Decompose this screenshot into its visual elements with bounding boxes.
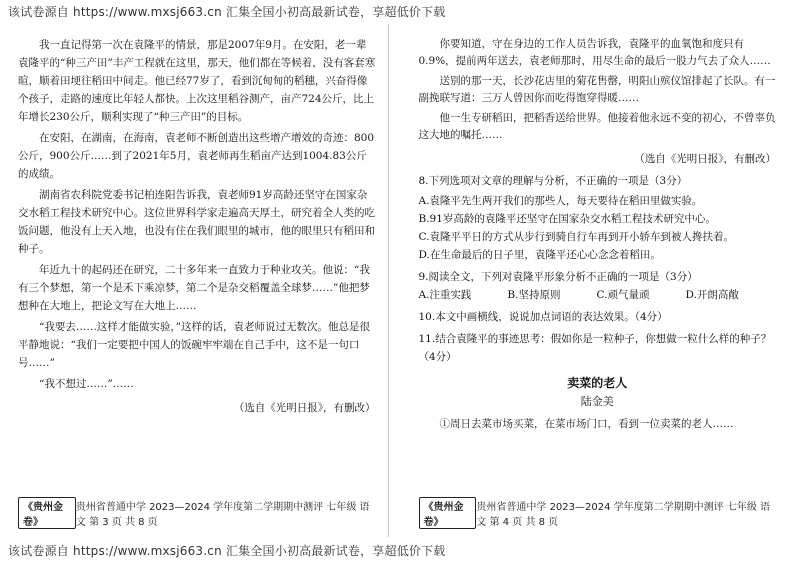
left-column — [6, 24, 389, 537]
left-para-4: 年近九十的起码还在研究，二十多年来一直致力于种业攻关。他说：“我有三个梦想，第一个是禾下乘凉梦，第二个是杂交稻覆盖全球梦……”他把梦想种在大地上，把论文写在大地上…… — [18, 264, 370, 312]
exam-sheet — [6, 24, 788, 537]
right-footer-right: 贵州省普通中学 2023—2024 学年度第二学期期中测评 七年级 语文 第 4 页 共 8 页 — [476, 502, 771, 528]
article-first-para: ①周日去菜市场买菜，在菜市场门口，看到一位卖菜的老人…… — [439, 418, 734, 430]
left-source: （选自《光明日报》，有删改） — [233, 402, 376, 414]
left-footer-left: 《贵州金卷》 — [18, 497, 76, 529]
left-footer-right: 贵州省普通中学 2023—2024 学年度第二学期期中测评 七年级 语文 第 3 页 共 8 页 — [75, 502, 370, 528]
q9-option-d: D.开朗高敞 — [685, 289, 739, 301]
watermark-bottom — [8, 541, 786, 559]
q8-option-a: A.袁隆平先生两开我们的那些人，每天要待在稻田里做实验。 — [418, 195, 703, 207]
q9-option-b: B.坚持原则 — [507, 289, 561, 301]
q9-option-a: A.注重实践 — [418, 289, 472, 301]
q8-option-d: D.在生命最后的日子里，袁隆平还心心念念着稻田。 — [418, 249, 661, 261]
q8-options — [419, 192, 777, 264]
q9-options — [419, 286, 777, 304]
watermark-top — [8, 2, 786, 20]
left-para-1: 我一直记得第一次在袁隆平的情景，那是2007年9月。在安阳，老一辈袁隆平的“种三产田”丰产工程就在这里，那天，他们都在等候着，没有客套寒暄，顺着田埂往稻田中间走。他已经77岁了，看到沉甸甸的稻穗，兴奋得像个孩子，走路的速度比年轻人都快。上次这里稻谷测产，亩产724公斤，比上年增长230公斤，顺利实现了“种三产田”的目标。 — [18, 39, 376, 123]
right-footer — [419, 497, 777, 529]
left-para-3: 湖南省农科院党委书记柏连阳告诉我，袁老师91岁高龄还坚守在国家杂交水稻工程技术研究中心。这位世界科学家走遍高天厚土，研究着全人类的吃饭问题，他没有上天入地，也没有住在我们眼里的城市，他的眼里只有稻田和种子。 — [18, 189, 375, 255]
watermark-top-text: 该试卷源自 https://www.mxsj663.cn 汇集全国小初高最新试卷，享超低价下载 — [8, 4, 446, 19]
left-para-5: “我要去……这样才能做实验，”这样的话，袁老师说过无数次。他总是很平静地说：“我们一定要把中国人的饭碗牢牢端在自己手中，这不是一句口号……” — [18, 321, 370, 369]
article-author: 陆金美 — [580, 395, 614, 408]
q8: 8.下列选项对文章的理解与分析，不正确的一项是（3分） — [418, 175, 688, 187]
right-source: （选自《光明日报》，有删改） — [634, 153, 776, 165]
right-para-1: 你要知道，守在身边的工作人员告诉我，袁隆平的血氧饱和度只有0.9%，提前两年送去，袁老师那时，用尽生命的最后一股力气去了众人…… — [418, 38, 771, 67]
q11: 11.结合袁隆平的事迹思考：假如你是一粒种子，你想做一粒什么样的种子？（4分） — [418, 333, 772, 363]
left-para-6: “我不想过……”…… — [39, 378, 134, 390]
right-para-3: 他一生专研稻田，把稻香送给世界。他接着他永远不变的初心，不曾辜负这大地的嘱托…… — [418, 112, 776, 141]
left-footer — [18, 497, 376, 529]
q9-option-c: C.顽气量顽 — [596, 289, 650, 301]
watermark-bottom-text: 该试卷源自 https://www.mxsj663.cn 汇集全国小初高最新试卷，享超低价下载 — [8, 543, 446, 558]
article-title: 卖菜的老人 — [567, 376, 628, 390]
right-column — [407, 24, 789, 537]
q8-option-b: B.91岁高龄的袁隆平还坚守在国家杂交水稻工程技术研究中心。 — [418, 213, 716, 225]
right-footer-left: 《贵州金卷》 — [419, 497, 477, 529]
left-para-2: 在安阳，在湖南，在海南，袁老师不断创造出这些增产增效的奇迹：800公斤，900公斤……到了2021年5月，袁老师再生稻亩产达到1004.83公斤的成绩。 — [18, 132, 375, 180]
right-para-2: 送别的那一天，长沙花店里的菊花售罄，明阳山殡仪馆排起了长队。有一副挽联写道：三万人曾因你而吃得饱穿得暖…… — [418, 75, 776, 104]
q10: 10.本文中画横线，说说加点词语的表达效果。（4分） — [418, 311, 668, 323]
q9: 9.阅读全文，下列对袁隆平形象分析不正确的一项是（3分） — [418, 271, 698, 283]
q8-option-c: C.袁隆平平日的方式从步行到骑自行车再到开小轿车到被人搀扶着。 — [418, 231, 734, 243]
